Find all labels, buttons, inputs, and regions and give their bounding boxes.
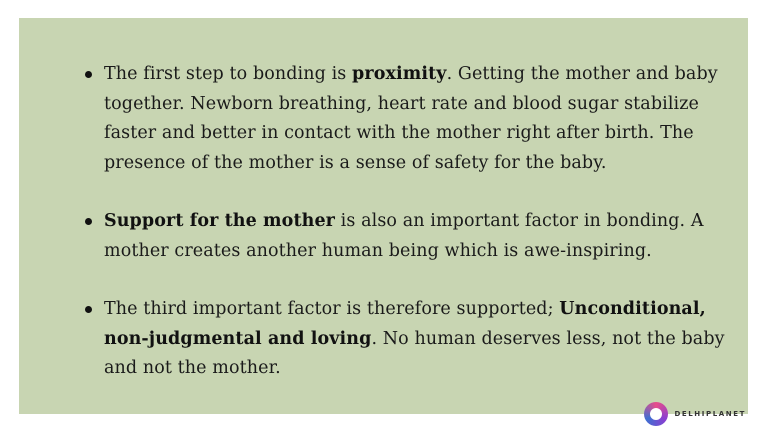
bullet-bold-segment: Support for the mother bbox=[104, 211, 335, 231]
bullet-bold-segment: proximity bbox=[352, 64, 447, 84]
delhiplanet-logo-icon bbox=[644, 402, 668, 426]
content-panel bbox=[19, 18, 748, 414]
bullet-text bbox=[104, 299, 725, 378]
bullet-dot-icon bbox=[85, 306, 92, 313]
bullet-text bbox=[104, 64, 718, 173]
brand-logo-text: DELHIPLANET bbox=[674, 410, 746, 418]
bullet-item-support bbox=[81, 207, 741, 266]
bullet-segment: . Getting the mother and baby together. Newborn breathing, heart rate and blood sugar stabilize faster and better in contact with the mother right after birth. The presence of the mother is a sense of safety for the baby. bbox=[104, 64, 718, 173]
brand-logo bbox=[644, 402, 746, 426]
bullet-bold-segment: Unconditional, non-judgmental and loving bbox=[104, 299, 706, 349]
bullet-item-unconditional bbox=[81, 295, 741, 384]
bullet-segment: The first step to bonding is bbox=[104, 64, 353, 84]
bullet-list bbox=[81, 60, 741, 413]
bullet-segment: is also an important factor in bonding. A mother creates another human being which is awe-inspiring. bbox=[104, 211, 704, 261]
bullet-text bbox=[104, 211, 704, 261]
bullet-segment: . No human deserves less, not the baby and not the mother. bbox=[104, 328, 725, 378]
bullet-dot-icon bbox=[85, 71, 92, 78]
bullet-item-proximity bbox=[81, 60, 741, 178]
bullet-dot-icon bbox=[85, 218, 92, 225]
bullet-segment: The third important factor is therefore supported; bbox=[104, 299, 560, 319]
